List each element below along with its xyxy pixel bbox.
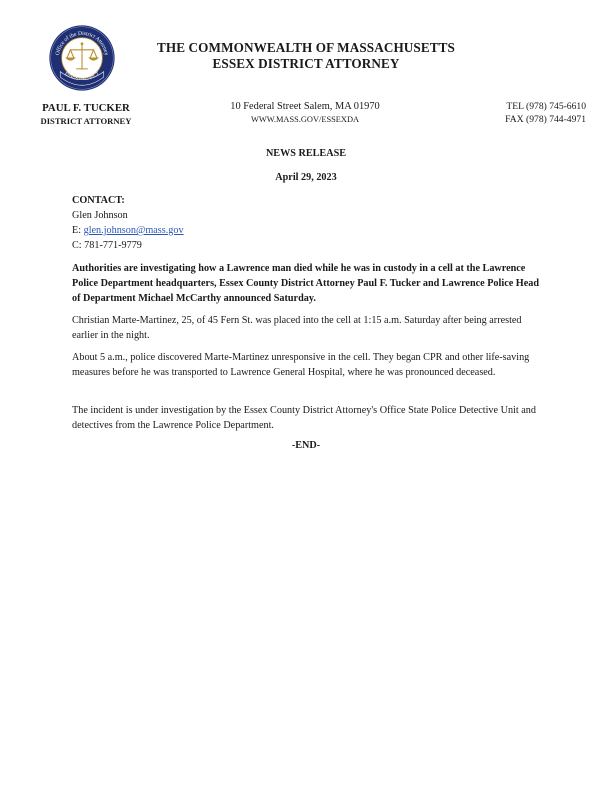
office-address-block — [190, 100, 420, 126]
district-attorney-block — [28, 102, 144, 127]
district-attorney-seal — [48, 24, 116, 92]
body-paragraph-3: The incident is under investigation by the Essex County District Attorney's Office State Police Detective Unit and detectives from the Lawrence Police Department. — [72, 405, 536, 431]
contact-block — [72, 193, 184, 253]
body-paragraph-2: About 5 a.m., police discovered Marte-Martinez unresponsive in the cell. They began CPR and other life-saving measures before he was transported to Lawrence General Hospital, where he was pronounced deceased. — [72, 352, 530, 378]
end-marker: -END- — [291, 440, 321, 451]
seal-ring-text: Office of the District Attorney — [55, 30, 109, 56]
lead-paragraph: Authorities are investigating how a Lawrence man died while he was in custody in a cell at the Lawrence Police Department headquarters, Essex County District Attorney Paul F. Tucker and Lawrence Police Head of Department Michael McCarthy announced Saturday. — [72, 263, 539, 304]
letterhead-title — [120, 40, 492, 72]
office-website: WWW.MASS.GOV/ESSEXDA — [250, 115, 360, 124]
district-attorney-name: PAUL F. TUCKER — [42, 102, 130, 114]
contact-name: Glen Johnson — [72, 210, 128, 221]
seal-banner-text: ESSEX DISTRICT — [63, 71, 101, 82]
contact-email-link[interactable]: glen.johnson@mass.gov — [83, 225, 184, 236]
office-address: 10 Federal Street Salem, MA 01970 — [230, 101, 380, 112]
telephone-number: TEL (978) 745-6610 — [506, 101, 586, 112]
news-release-label: NEWS RELEASE — [265, 148, 347, 159]
release-date: April 29, 2023 — [275, 172, 337, 183]
contact-cell: C: 781-771-9779 — [72, 240, 142, 251]
fax-number: FAX (978) 744-4971 — [505, 114, 586, 125]
body-paragraph-1: Christian Marte-Martinez, 25, of 45 Fern St. was placed into the cell at 1:15 a.m. Saturday after being arrested earlier in the night. — [72, 315, 522, 341]
contact-email-prefix: E: — [72, 225, 84, 236]
title-commonwealth: THE COMMONWEALTH OF MASSACHUSETTS — [157, 40, 455, 55]
district-attorney-role: DISTRICT ATTORNEY — [40, 116, 132, 126]
contact-email-line — [72, 223, 184, 238]
title-office: ESSEX DISTRICT ATTORNEY — [212, 56, 400, 71]
contact-heading: CONTACT: — [72, 195, 125, 206]
phone-block — [470, 100, 586, 126]
